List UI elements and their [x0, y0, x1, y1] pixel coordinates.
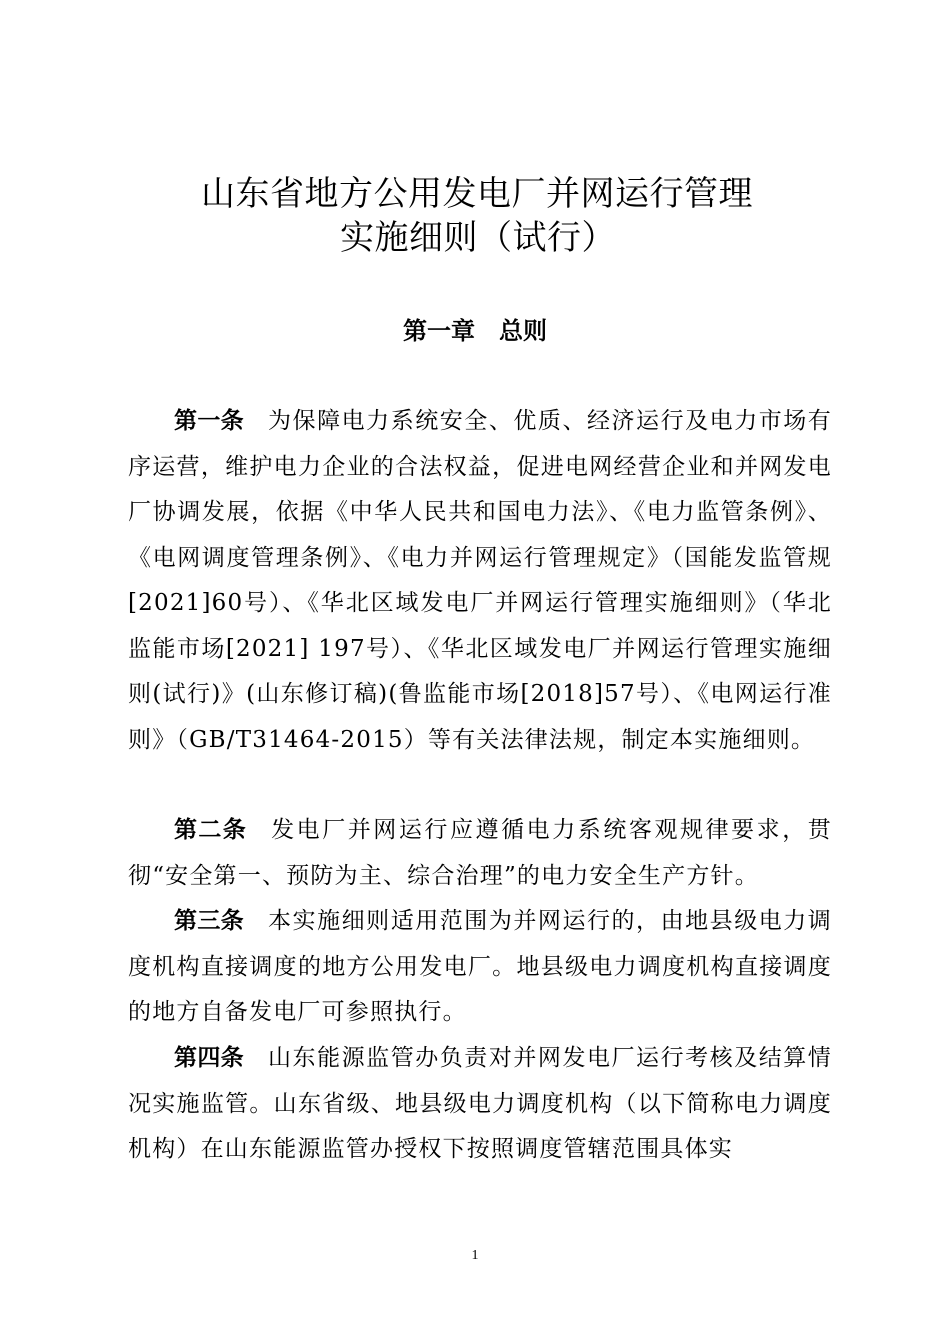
page-number: 1	[471, 1248, 479, 1263]
article-text: 本实施细则适用范围为并网运行的，由地县级电力调度机构直接调度的地方公用发电厂。地县级电力调度机构直接调度的地方自备发电厂可参照执行。	[128, 908, 832, 1025]
chapter-number: 第一章	[403, 317, 475, 345]
article-3	[128, 899, 832, 1036]
chapter-title: 总则	[499, 317, 547, 345]
document-title-line-2: 实施细则（试行）	[340, 218, 616, 258]
document-title-line-1: 山东省地方公用发电厂并网运行管理	[201, 174, 753, 214]
article-label: 第一条	[174, 408, 245, 434]
chapter-heading	[403, 315, 547, 347]
article-text: 为保障电力系统安全、优质、经济运行及电力市场有序运营，维护电力企业的合法权益，促进电网经营企业和并网发电厂协调发展，依据《中华人民共和国电力法》、《电力监管条例》、《电网调度管理条例》、《电力并网运行管理规定》（国能发监管规[2021]60号）、《华北区域发电厂并网运行管理实施细则》（华北监能市场[2021] 197号）、《华北区域发电厂并网运行管理实施细则(试行)》(山东修订稿)(鲁监能市场[2018]57号）、《电网运行准则》（GB/T31464-2015）等有关法律法规，制定本实施细则。	[128, 408, 832, 753]
article-4	[128, 1036, 832, 1173]
article-label: 第三条	[174, 908, 245, 934]
article-1	[128, 399, 832, 763]
article-text: 山东能源监管办负责对并网发电厂运行考核及结算情况实施监管。山东省级、地县级电力调度机构（以下简称电力调度机构）在山东能源监管办授权下按照调度管辖范围具体实	[128, 1045, 832, 1162]
article-text: 发电厂并网运行应遵循电力系统客观规律要求，贯彻“安全第一、预防为主、综合治理”的电力安全生产方针。	[128, 817, 832, 889]
article-2	[128, 808, 832, 899]
article-label: 第二条	[174, 817, 248, 843]
article-label: 第四条	[174, 1045, 245, 1071]
